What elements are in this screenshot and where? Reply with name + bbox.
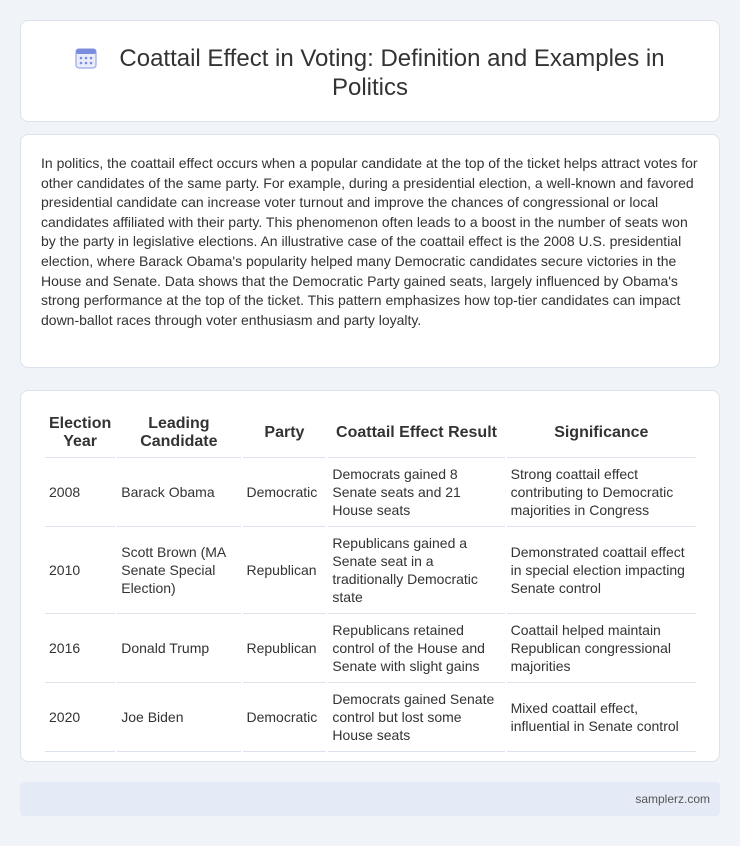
footer-source-link[interactable]: samplerz.com (635, 792, 710, 806)
cell-candidate: Donald Trump (117, 614, 240, 683)
page-title: Coattail Effect in Voting: Definition and Examples in Politics (119, 45, 665, 101)
cell-year: 2016 (45, 614, 115, 683)
table-row (45, 527, 696, 614)
page-title-wrap (61, 44, 679, 102)
cell-year: 2008 (45, 458, 115, 527)
header-party: Party (243, 413, 327, 458)
cell-result: Democrats gained 8 Senate seats and 21 House seats (328, 458, 504, 527)
header-coattail-effect-result: Coattail Effect Result (328, 413, 504, 458)
table-card (20, 390, 720, 762)
cell-party: Republican (243, 614, 327, 683)
cell-result: Republicans gained a Senate seat in a traditionally Democratic state (328, 527, 504, 614)
elections-table (43, 413, 698, 752)
cell-year: 2020 (45, 683, 115, 752)
cell-candidate: Scott Brown (MA Senate Special Election) (117, 527, 240, 614)
cell-candidate: Barack Obama (117, 458, 240, 527)
calendar-icon (75, 47, 97, 69)
table-row (45, 614, 696, 683)
cell-candidate: Joe Biden (117, 683, 240, 752)
table-row (45, 683, 696, 752)
cell-party: Republican (243, 527, 327, 614)
cell-significance: Strong coattail effect contributing to Democratic majorities in Congress (507, 458, 696, 527)
cell-significance: Demonstrated coattail effect in special election impacting Senate control (507, 527, 696, 614)
header-leading-candidate: Leading Candidate (117, 413, 240, 458)
header-card (20, 20, 720, 122)
cell-result: Republicans retained control of the House and Senate with slight gains (328, 614, 504, 683)
header-significance: Significance (507, 413, 696, 458)
table-header-row (45, 413, 696, 458)
cell-party: Democratic (243, 683, 327, 752)
intro-paragraph: In politics, the coattail effect occurs when a popular candidate at the top of the ticket helps attract votes for other candidates of the same party. For example, during a presidential election, a well-known and favored presidential candidate can increase voter turnout and improve the chances of congressional or local candidates affiliated with their party. This phenomenon often leads to a boost in the number of seats won by the party in legislative elections. An illustrative case of the coattail effect is the 2008 U.S. presidential election, where Barack Obama's popularity helped many Democratic candidates secure victories in the House and Senate. Data shows that the Democratic Party gained seats, largely influenced by Obama's strong performance at the top of the ticket. This pattern emphasizes how top-tier candidates can impact down-ballot races through voter enthusiasm and party loyalty. (41, 155, 698, 328)
header-election-year: Election Year (45, 413, 115, 458)
cell-result: Democrats gained Senate control but lost some House seats (328, 683, 504, 752)
cell-party: Democratic (243, 458, 327, 527)
cell-year: 2010 (45, 527, 115, 614)
intro-card (20, 134, 720, 368)
cell-significance: Mixed coattail effect, influential in Senate control (507, 683, 696, 752)
table-row (45, 458, 696, 527)
cell-significance: Coattail helped maintain Republican congressional majorities (507, 614, 696, 683)
footer-bar (20, 782, 720, 816)
